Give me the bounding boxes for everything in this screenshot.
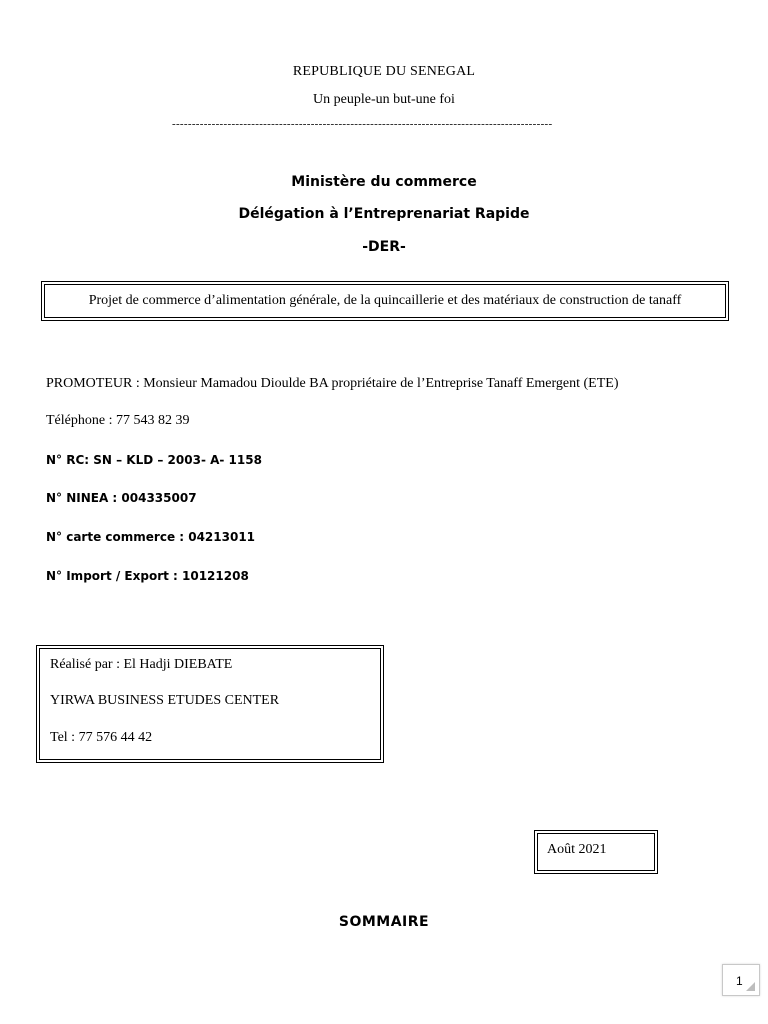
delegation-name: Délégation à l’Entreprenariat Rapide: [238, 206, 530, 222]
document-date: Août 2021: [547, 842, 607, 857]
project-title: Projet de commerce d’alimentation générale, de la quincaillerie et des matériaux de construction de tanaff: [88, 293, 682, 308]
republic-title: REPUBLIQUE DU SENEGAL: [292, 64, 476, 79]
national-motto: Un peuple-un but-une foi: [313, 92, 455, 107]
rc-number: N° RC: SN – KLD – 2003- A- 1158: [46, 453, 262, 467]
author-box: [36, 645, 384, 763]
ninea-number: N° NINEA : 004335007: [46, 491, 197, 505]
author-name: Réalisé par : El Hadji DIEBATE: [50, 657, 233, 672]
ministry-name: Ministère du commerce: [291, 174, 477, 190]
author-phone: Tel : 77 576 44 42: [50, 730, 153, 745]
page-number: 1: [736, 974, 743, 988]
summary-heading: SOMMAIRE: [338, 914, 430, 930]
date-box: [534, 830, 658, 874]
import-export-number: N° Import / Export : 10121208: [46, 569, 249, 583]
project-title-box: [41, 281, 729, 321]
separator-line: ------------------------------------------------------------------------------------------------: [172, 118, 553, 130]
author-company: YIRWA BUSINESS ETUDES CENTER: [50, 693, 280, 708]
delegation-acronym: -DER-: [362, 239, 406, 255]
commerce-card-number: N° carte commerce : 04213011: [46, 530, 256, 544]
page-number-badge: [722, 964, 760, 996]
phone-line: Téléphone : 77 543 82 39: [46, 413, 190, 428]
page-fold-icon: [746, 982, 755, 991]
promoter-line: PROMOTEUR : Monsieur Mamadou Dioulde BA propriétaire de l’Entreprise Tanaff Emergent (ETE): [46, 376, 619, 391]
